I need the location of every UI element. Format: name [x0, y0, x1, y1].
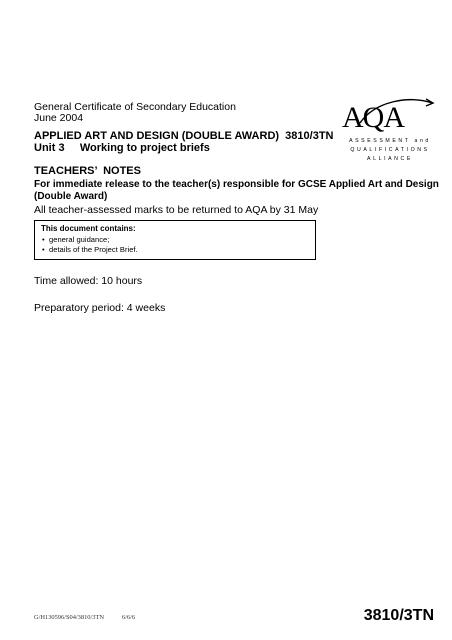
release-statement	[34, 179, 439, 203]
contents-box	[34, 220, 316, 260]
footer-reference: G/H130596/S04/3810/3TN	[34, 614, 104, 621]
time-allowed: Time allowed: 10 hours	[34, 275, 143, 287]
contents-list	[41, 235, 309, 255]
teachers-notes-title: TEACHERS’ NOTES	[34, 165, 141, 177]
list-item: • details of the Project Brief.	[41, 245, 309, 255]
logo-tagline-3: ALLIANCE	[367, 156, 413, 162]
aqa-logo	[340, 95, 440, 165]
footer-paper-code: 3810/3TN	[363, 607, 434, 624]
unit-title: Unit 3 Working to project briefs	[34, 142, 210, 154]
logo-tagline-2: QUALIFICATIONS	[350, 147, 430, 153]
qualification-line: General Certificate of Secondary Education	[34, 101, 236, 113]
marks-deadline: All teacher-assessed marks to be returned to AQA by 31 May	[34, 204, 319, 216]
logo-tagline-1: ASSESSMENT and	[349, 138, 431, 144]
footer-print-code: 6/6/6	[122, 614, 136, 621]
list-item: • general guidance;	[41, 235, 309, 245]
release-line-1: For immediate release to the teacher(s) responsible for GCSE Applied Art and Design	[34, 179, 439, 190]
logo-wordmark: AQA	[342, 101, 404, 134]
release-line-2: (Double Award)	[34, 191, 108, 202]
subject-title: APPLIED ART AND DESIGN (DOUBLE AWARD) 3810/3TN	[34, 130, 334, 142]
contents-heading: This document contains:	[41, 224, 136, 233]
preparatory-period: Preparatory period: 4 weeks	[34, 302, 166, 314]
exam-date: June 2004	[34, 112, 84, 124]
